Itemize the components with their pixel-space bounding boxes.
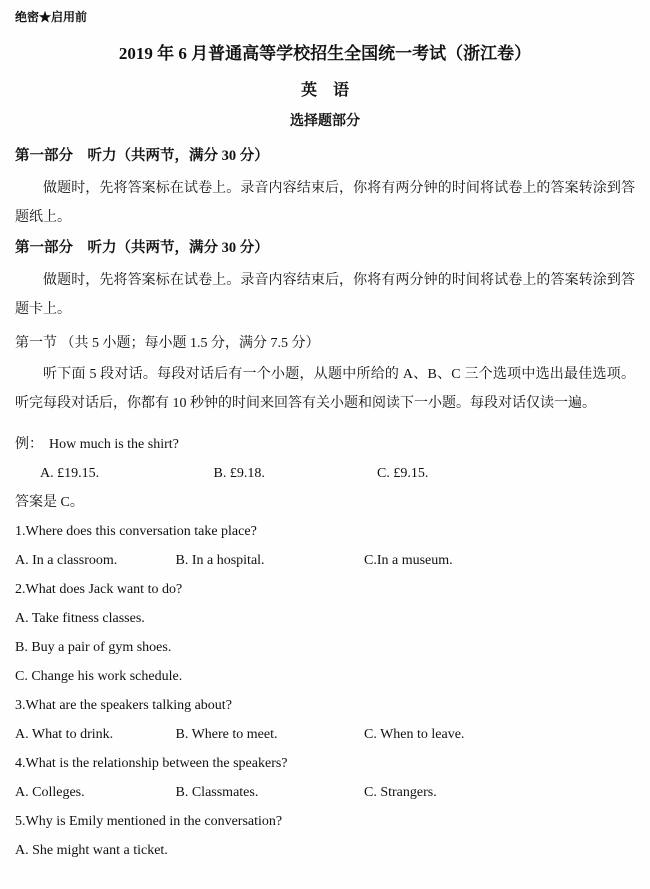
section1-heading: 第一节 （共 5 小题；每小题 1.5 分，满分 7.5 分） — [15, 336, 320, 351]
question-2-option-b: B. Buy a pair of gym shoes. — [15, 640, 172, 655]
example-question-text: How much is the shirt? — [49, 437, 179, 452]
question-5: 5.Why is Emily mentioned in the conversation? — [15, 814, 283, 829]
section1-instructions: 听下面 5 段对话。每段对话后有一个小题，从题中所给的 A、B、C 三个选项中选出最佳选项。听完每段对话后，你都有 10 秒钟的时间来回答有关小题和阅读下一小题。每段对话仅读一遍。 — [15, 367, 635, 411]
question-3: 3.What are the speakers talking about? — [15, 698, 232, 713]
example-option-c: C. £9.15. — [377, 466, 429, 481]
example-answer: 答案是 C。 — [15, 495, 84, 510]
example-options-row — [15, 459, 635, 488]
question-1-option-c: C.In a museum. — [364, 553, 453, 568]
example-question — [15, 430, 635, 459]
question-4: 4.What is the relationship between the speakers? — [15, 756, 288, 771]
question-1: 1.Where does this conversation take place? — [15, 524, 257, 539]
question-4-option-a: A. Colleges. — [15, 785, 85, 800]
question-2-option-c: C. Change his work schedule. — [15, 669, 183, 684]
example-option-b: B. £9.18. — [213, 466, 265, 481]
question-1-options-row — [15, 546, 635, 575]
question-3-options-row — [15, 720, 635, 749]
question-1-option-b: B. In a hospital. — [175, 553, 265, 568]
exam-title: 2019 年 6 月普通高等学校招生全国统一考试（浙江卷） — [118, 44, 532, 63]
question-2-option-a: A. Take fitness classes. — [15, 611, 145, 626]
multiple-choice-part-label: 选择题部分 — [290, 114, 360, 129]
question-3-option-b: B. Where to meet. — [175, 727, 278, 742]
question-2: 2.What does Jack want to do? — [15, 582, 183, 597]
question-4-option-b: B. Classmates. — [175, 785, 259, 800]
question-1-option-a: A. In a classroom. — [15, 553, 118, 568]
question-3-option-a: A. What to drink. — [15, 727, 114, 742]
question-4-option-c: C. Strangers. — [364, 785, 437, 800]
example-label: 例： — [15, 437, 43, 452]
question-5-option-a: A. She might want a ticket. — [15, 843, 168, 858]
example-option-a: A. £19.15. — [40, 466, 100, 481]
subject-title: 英 语 — [300, 82, 349, 99]
part1-instructions-repeat: 做题时，先将答案标在试卷上。录音内容结束后，你将有两分钟的时间将试卷上的答案转涂到答题卡上。 — [15, 273, 635, 317]
question-3-option-c: C. When to leave. — [364, 727, 465, 742]
part1-instructions: 做题时，先将答案标在试卷上。录音内容结束后，你将有两分钟的时间将试卷上的答案转涂到答题纸上。 — [15, 181, 635, 225]
security-marking: 绝密★启用前 — [15, 10, 88, 24]
part1-heading-repeat: 第一部分 听力（共两节，满分 30 分） — [15, 240, 269, 256]
part1-heading: 第一部分 听力（共两节，满分 30 分） — [15, 148, 269, 164]
question-4-options-row — [15, 778, 635, 807]
